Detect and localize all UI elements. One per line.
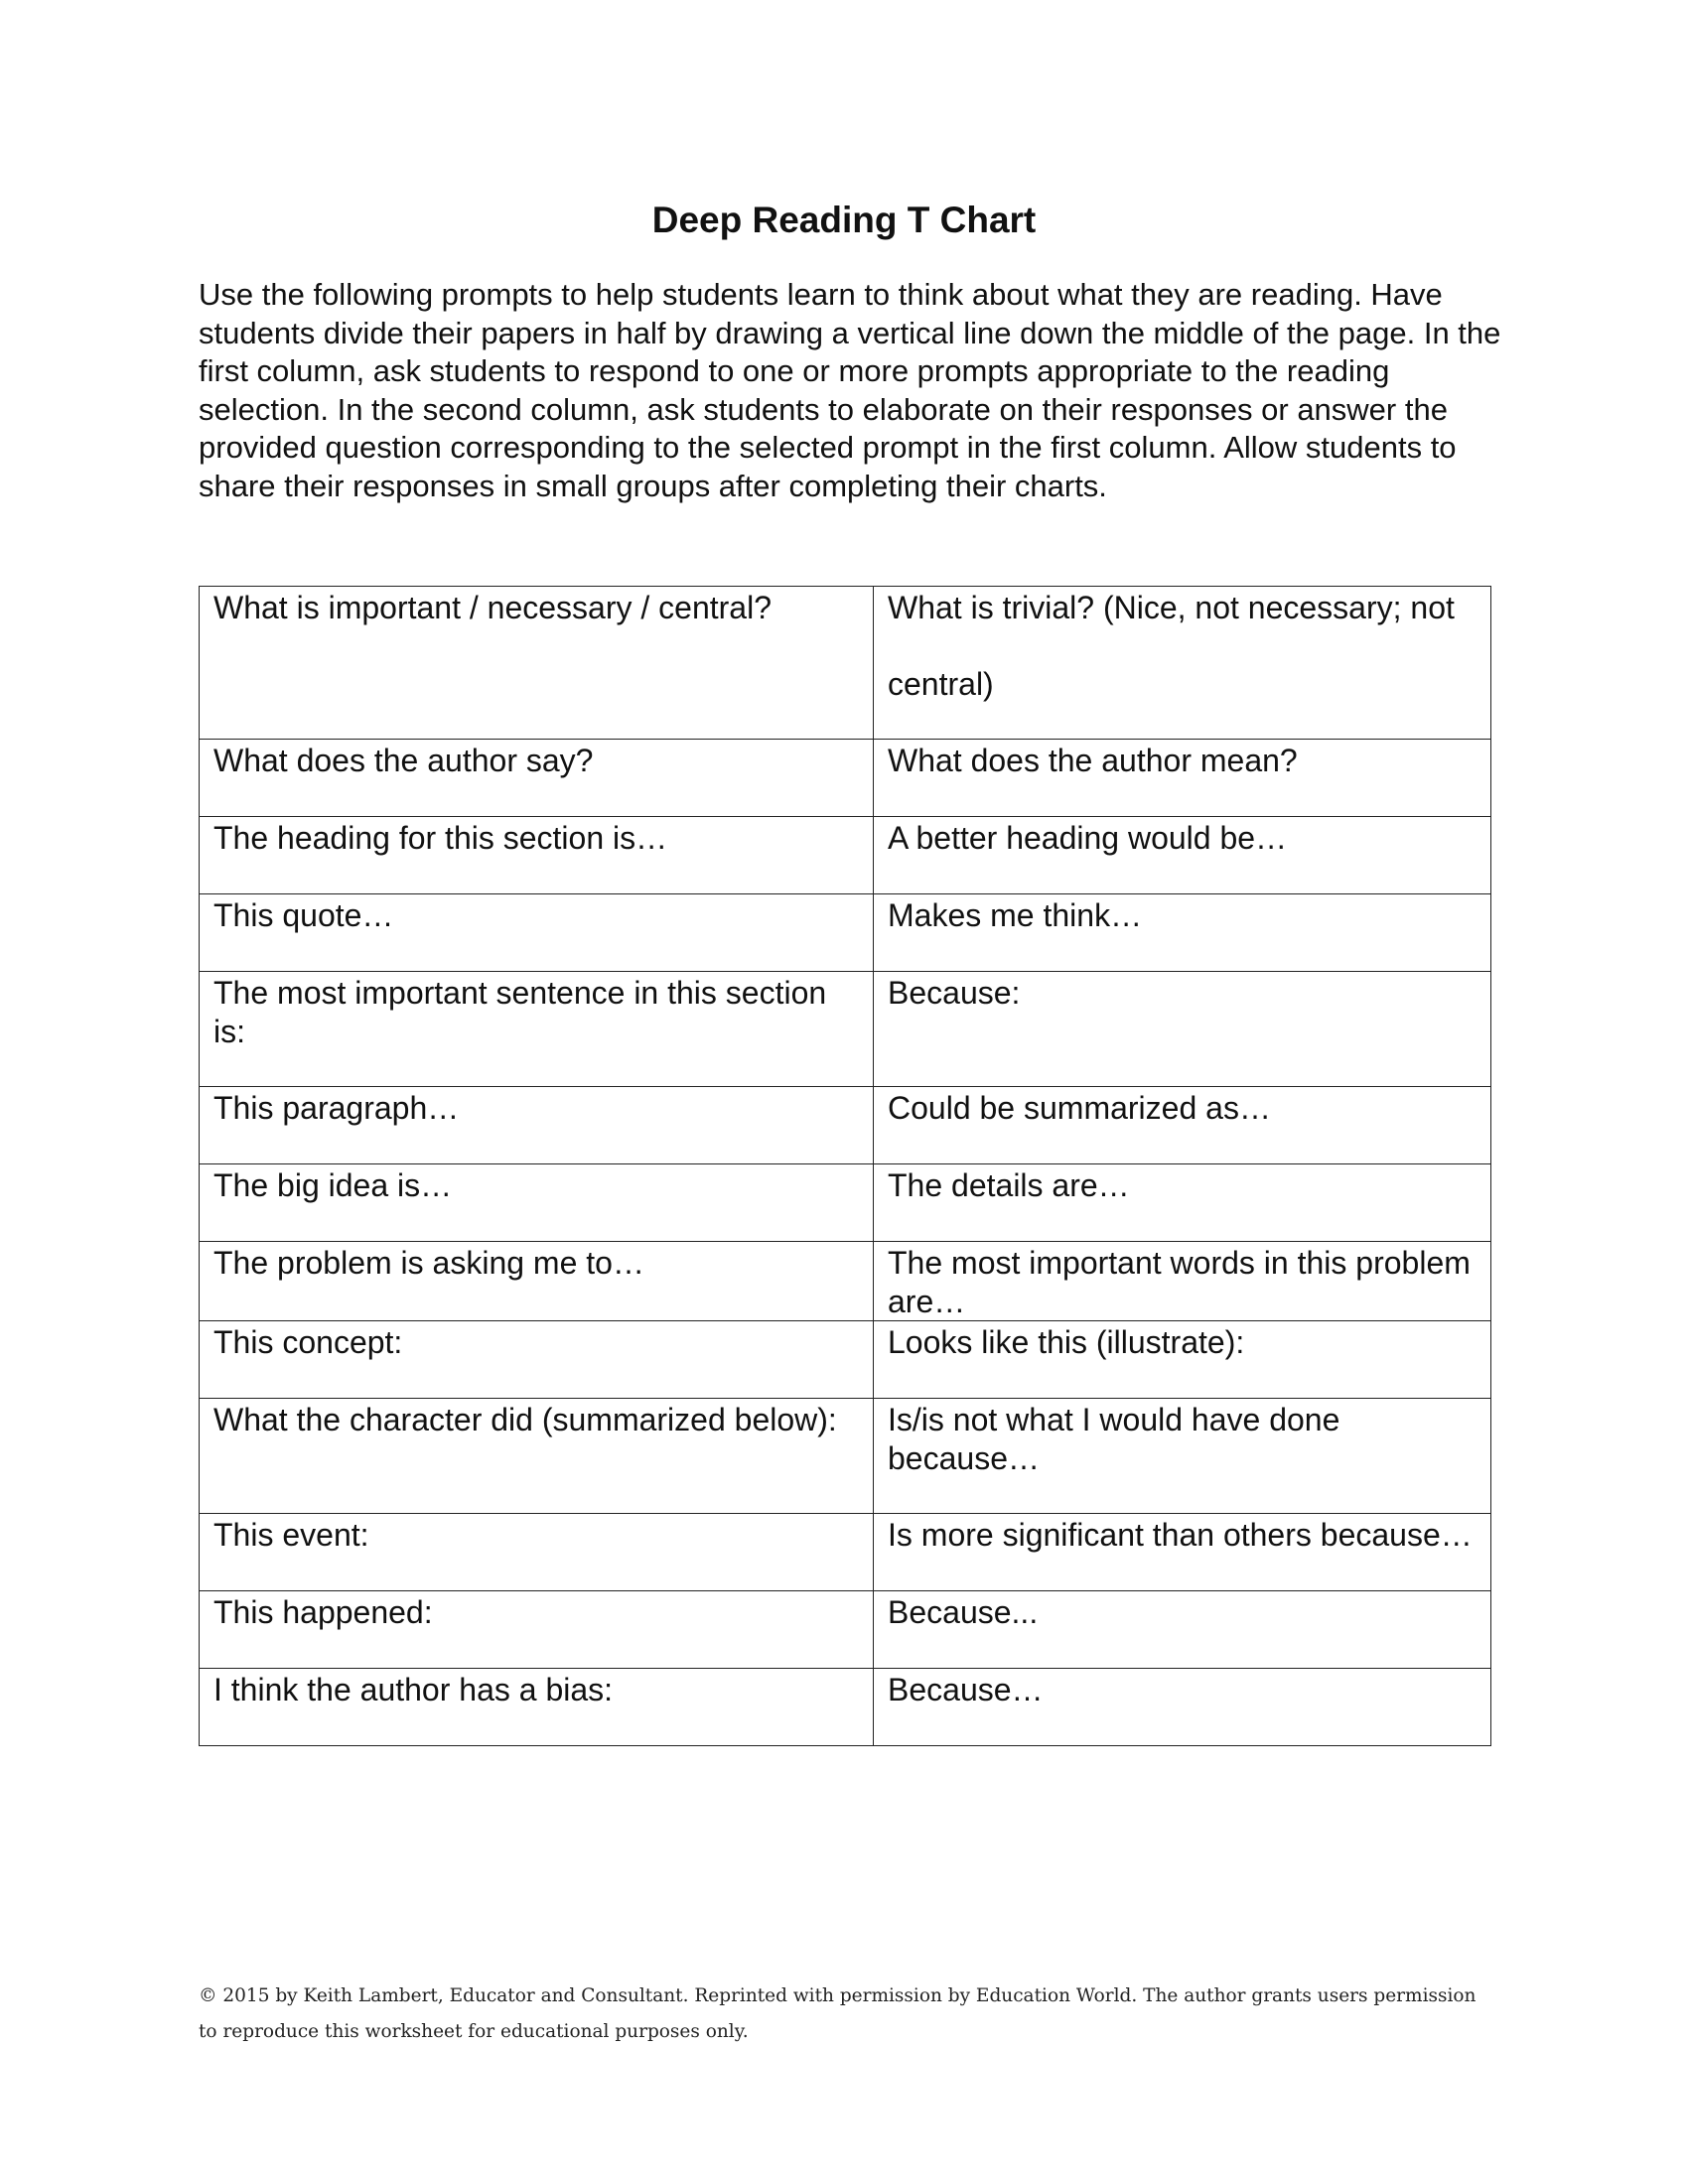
t-chart-table	[199, 586, 1491, 1746]
right-prompt-cell	[874, 740, 1491, 817]
left-prompt: The big idea is…	[213, 1167, 453, 1203]
left-prompt: What is important / necessary / central?	[213, 590, 772, 625]
right-prompt: Looks like this (illustrate):	[888, 1324, 1245, 1360]
table-row	[200, 817, 1491, 894]
table-row	[200, 1321, 1491, 1399]
right-prompt-cell	[874, 1321, 1491, 1399]
right-prompt: A better heading would be…	[888, 820, 1288, 856]
left-prompt: This paragraph…	[213, 1090, 460, 1126]
left-prompt: What the character did (summarized below):	[213, 1402, 837, 1437]
right-prompt: Is more significant than others because…	[888, 1517, 1473, 1553]
left-prompt-cell	[200, 1164, 874, 1242]
left-prompt-cell	[200, 894, 874, 972]
left-prompt-cell	[200, 1399, 874, 1514]
right-prompt: What is trivial? (Nice, not necessary; not central)	[888, 590, 1455, 702]
table-row	[200, 972, 1491, 1087]
right-prompt-cell	[874, 1591, 1491, 1669]
left-prompt-cell	[200, 740, 874, 817]
table-row	[200, 587, 1491, 740]
right-prompt: Could be summarized as…	[888, 1090, 1271, 1126]
left-prompt-cell	[200, 1321, 874, 1399]
right-prompt: The most important words in this problem are…	[888, 1245, 1471, 1319]
copyright-footer: © 2015 by Keith Lambert, Educator and Consultant. Reprinted with permission by Education World. The author grants users permission to reproduce this worksheet for educational purposes only.	[199, 1985, 1477, 2042]
left-prompt-cell	[200, 972, 874, 1087]
left-prompt-cell	[200, 1669, 874, 1746]
left-prompt-cell	[200, 1242, 874, 1321]
right-prompt-cell	[874, 894, 1491, 972]
table-row	[200, 740, 1491, 817]
left-prompt-cell	[200, 587, 874, 740]
page-title: Deep Reading T Chart	[651, 200, 1037, 240]
left-prompt: This happened:	[213, 1594, 433, 1630]
left-prompt: The heading for this section is…	[213, 820, 668, 856]
left-prompt: This event:	[213, 1517, 369, 1553]
table-row	[200, 1591, 1491, 1669]
left-prompt: This concept:	[213, 1324, 403, 1360]
left-prompt: The problem is asking me to…	[213, 1245, 644, 1281]
table-row	[200, 1514, 1491, 1591]
instructions-paragraph: Use the following prompts to help students learn to think about what they are reading. Have students divide their papers in half by drawing a vertical line down the middle of the page. In the first column, ask students to respond to one or more prompts appropriate to the reading selection. In the second column, ask students to elaborate on their responses or answer the provided question corresponding to the selected prompt in the first column. Allow students to share their responses in small groups after completing their charts.	[199, 277, 1501, 503]
left-prompt: I think the author has a bias:	[213, 1672, 614, 1707]
right-prompt-cell	[874, 1669, 1491, 1746]
left-prompt-cell	[200, 1087, 874, 1164]
left-prompt: What does the author say?	[213, 743, 594, 778]
right-prompt-cell	[874, 1514, 1491, 1591]
right-prompt-cell	[874, 1242, 1491, 1321]
right-prompt-cell	[874, 1399, 1491, 1514]
right-prompt: The details are…	[888, 1167, 1130, 1203]
right-prompt: Is/is not what I would have done because…	[888, 1402, 1340, 1476]
right-prompt: Because...	[888, 1594, 1039, 1630]
right-prompt: What does the author mean?	[888, 743, 1298, 778]
table-row	[200, 1669, 1491, 1746]
table-row	[200, 1242, 1491, 1321]
table-row	[200, 1399, 1491, 1514]
left-prompt: The most important sentence in this section is:	[213, 975, 827, 1049]
right-prompt-cell	[874, 817, 1491, 894]
table-row	[200, 1164, 1491, 1242]
left-prompt-cell	[200, 1514, 874, 1591]
right-prompt-cell	[874, 587, 1491, 740]
left-prompt-cell	[200, 1591, 874, 1669]
left-prompt-cell	[200, 817, 874, 894]
left-prompt: This quote…	[213, 897, 394, 933]
table-row	[200, 894, 1491, 972]
table-row	[200, 1087, 1491, 1164]
right-prompt: Makes me think…	[888, 897, 1143, 933]
right-prompt: Because:	[888, 975, 1021, 1011]
right-prompt-cell	[874, 972, 1491, 1087]
right-prompt-cell	[874, 1164, 1491, 1242]
right-prompt: Because…	[888, 1672, 1044, 1707]
right-prompt-cell	[874, 1087, 1491, 1164]
